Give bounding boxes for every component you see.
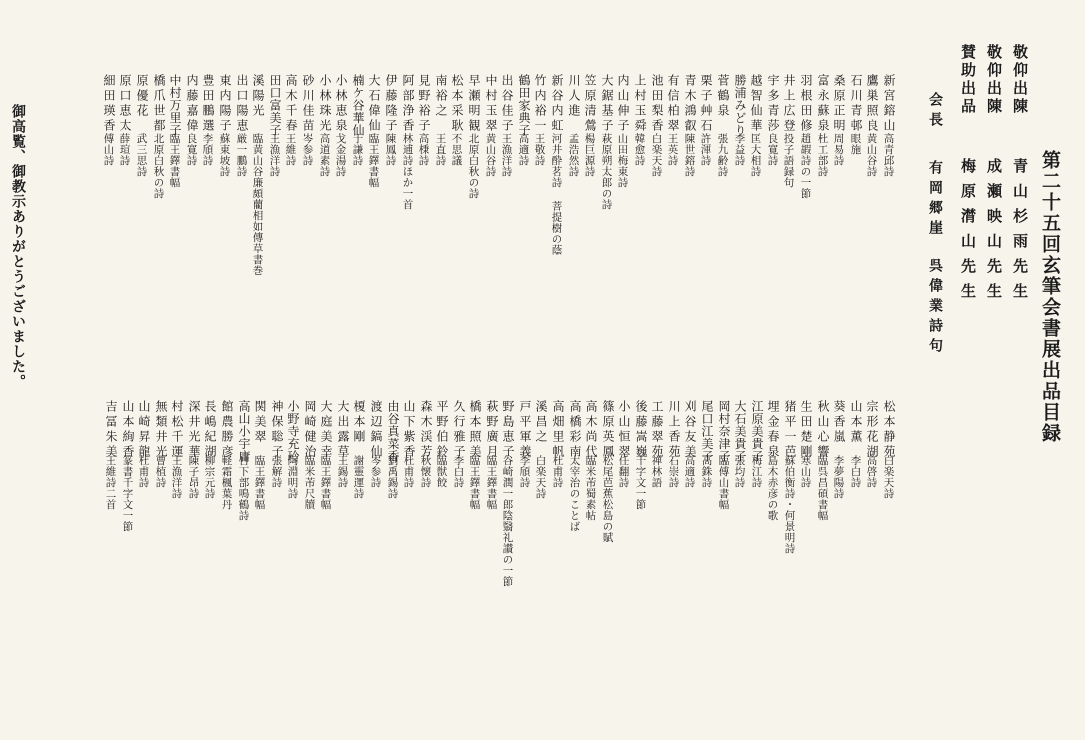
entry-work: 王漁洋詩 bbox=[170, 455, 183, 499]
entry-work: 高棅詩 bbox=[417, 133, 430, 166]
entry-work: 趙嘏詩の一節 bbox=[799, 133, 812, 199]
entry-work: 任翻詩 bbox=[617, 455, 630, 488]
entry-name: 富永蘇泉 bbox=[816, 74, 830, 134]
chair-work: 呉偉業詩句 bbox=[927, 258, 943, 358]
entry-name: 尾口江美子 bbox=[700, 400, 714, 463]
entry-work: 岑参詩 bbox=[369, 455, 382, 488]
entry-name: 竹内裕一 bbox=[533, 74, 547, 134]
entry-work: 李白詩 bbox=[452, 455, 465, 488]
entry-work: 周易詩 bbox=[832, 133, 845, 166]
entry-work: 臨王鐸書幅 bbox=[253, 455, 266, 510]
entry-name: 久行雅子 bbox=[452, 400, 466, 460]
entry-work: 杜甫詩 bbox=[137, 455, 150, 488]
entry-name: 宇多青莎 bbox=[766, 74, 780, 134]
entry-work: 高適詩 bbox=[683, 455, 696, 488]
entry-name: 埋金春泉 bbox=[766, 400, 780, 460]
entry-work: 萩原朔太郎の詩 bbox=[600, 133, 613, 210]
entry-name: 吉冨朱美 bbox=[104, 400, 118, 460]
special-label: 敬仰出陳 bbox=[985, 44, 1003, 116]
entry-work: 高啓詩 bbox=[865, 455, 878, 488]
entry-name: 大出露草 bbox=[336, 400, 350, 460]
entry-name: 高木千春 bbox=[284, 74, 298, 134]
entry-name: 出口陽恵 bbox=[235, 74, 249, 134]
entry-work: 王英詩 bbox=[666, 133, 679, 166]
entry-name: 工藤翠苑 bbox=[650, 400, 664, 460]
entry-name: 高畑里帆 bbox=[551, 400, 565, 460]
entry-name: 大鋸基子 bbox=[600, 74, 614, 134]
entry-work: 臨傅山書幅 bbox=[717, 455, 730, 510]
entry-name: 砂川佳苗 bbox=[301, 74, 315, 134]
entry-name: 池田梨香 bbox=[650, 74, 664, 134]
entry-work: 王漁洋詩 bbox=[268, 133, 281, 177]
entry-name: 新谷内虹 bbox=[550, 74, 564, 134]
entry-work: 篆書千字文一節 bbox=[121, 455, 134, 532]
entry-work: 北原白秋の詩 bbox=[152, 133, 165, 199]
entry-name: 楠ケ谷華仙 bbox=[351, 74, 365, 137]
entry-name: 篠原英鳳 bbox=[601, 400, 615, 460]
entry-work: 臨黄山谷廉頗藺相如傳草書巻 bbox=[251, 133, 264, 276]
special-name: 成瀬映山先生 bbox=[985, 158, 1003, 308]
entry-work: 王漁洋詩 bbox=[500, 133, 513, 177]
entry-work: 北原白秋の詩 bbox=[467, 133, 480, 199]
entry-work: 臨獣餃 bbox=[435, 455, 448, 488]
entry-name: 田口富美子 bbox=[268, 74, 282, 137]
entry-work: 李頎詩 bbox=[201, 133, 214, 166]
entry-work: 太宰治のことば bbox=[568, 455, 581, 532]
entry-name: 岡村奈津子 bbox=[717, 400, 731, 463]
entry-work: 匡大相詩 bbox=[749, 133, 762, 177]
entry-name: 原優花 bbox=[135, 74, 149, 119]
entry-work: 臨米芾蜀素帖 bbox=[584, 455, 597, 521]
entry-work: 張均詩 bbox=[733, 455, 746, 488]
entry-name: 勝浦みどり bbox=[733, 74, 747, 137]
entry-name: 青木鴻叡 bbox=[683, 74, 697, 134]
special-label: 賛助出品 bbox=[959, 44, 977, 116]
entry-work: 武三思詩 bbox=[135, 133, 148, 177]
entry-work: 陶淵明詩 bbox=[286, 455, 299, 499]
entry-work: 不思議 bbox=[450, 133, 463, 166]
entry-work: 白楽天詩 bbox=[534, 455, 547, 499]
chair-label: 会長 bbox=[927, 92, 943, 132]
entry-work: 傅山詩 bbox=[102, 133, 115, 166]
entry-name: 東内陽子 bbox=[218, 74, 232, 134]
entry-name: 小林珠光 bbox=[318, 74, 332, 134]
entry-name: 鷹巣照良 bbox=[865, 74, 879, 134]
entry-work: 臨王鐸書幅 bbox=[367, 133, 380, 188]
entry-work: 黄山谷詩 bbox=[865, 133, 878, 177]
entry-name: 秋山心響 bbox=[816, 400, 830, 460]
entry-name: 豊田鵬選 bbox=[201, 74, 215, 134]
entry-name: 早瀬明観 bbox=[467, 74, 481, 134]
entry-name: 羽根田修 bbox=[799, 74, 813, 134]
entry-name: 松本采耿 bbox=[450, 74, 464, 134]
entry-name: 橋本照美 bbox=[468, 400, 482, 460]
entry-name: 高山小宇庸 bbox=[237, 400, 251, 463]
entry-name: 山下紫香 bbox=[402, 400, 416, 460]
entry-name: 笠原清鶯 bbox=[583, 74, 597, 134]
entry-work: 王錫詩 bbox=[336, 455, 349, 488]
entry-work: 秋懐詩 bbox=[419, 455, 432, 488]
entry-work: 厳一鵬詩 bbox=[235, 133, 248, 177]
entry-work: 谷崎潤一郎陰翳礼讃の一節 bbox=[501, 455, 514, 587]
entry-name: 細田瑛香 bbox=[102, 74, 116, 134]
entry-name: 由谷真菜香 bbox=[386, 400, 400, 463]
entry-work: 松尾芭蕉松島の賦 bbox=[601, 455, 614, 543]
entry-work: 于謙詩 bbox=[351, 133, 364, 166]
entry-name: 無類井光 bbox=[154, 400, 168, 460]
entry-name: 野島恵子 bbox=[501, 400, 515, 460]
entry-name: 桑原正明 bbox=[832, 74, 846, 134]
entry-work: 薛瑄詩 bbox=[118, 133, 131, 166]
entry-work: 陳世鎔詩 bbox=[683, 133, 696, 177]
entry-name: 森木渓芳 bbox=[419, 400, 433, 460]
entry-name: 山本薫 bbox=[849, 400, 863, 445]
entry-name: 江原美貴子 bbox=[750, 400, 764, 463]
entry-work: 杜甫詩 bbox=[551, 455, 564, 488]
entry-work: 蘇東坡詩 bbox=[218, 133, 231, 177]
entry-name: 石川青邨 bbox=[849, 74, 863, 134]
entry-work: 楊巨源詩 bbox=[583, 133, 596, 177]
entry-work: 林逋詩ほか一首 bbox=[401, 133, 414, 210]
entry-work: 千字文一節 bbox=[634, 455, 647, 510]
entry-work: 梅江詩 bbox=[750, 455, 763, 488]
entry-name: 溪陽光 bbox=[251, 74, 265, 119]
entry-work: 陳子昂詩 bbox=[187, 455, 200, 499]
entry-name: 原口恵太 bbox=[118, 74, 132, 134]
entry-work: 許渾詩 bbox=[699, 133, 712, 166]
entry-work: 眼施 bbox=[849, 133, 862, 155]
entry-name: 長嶋紀湖 bbox=[203, 400, 217, 460]
entry-name: 関美翠 bbox=[253, 400, 267, 445]
entry-work: 臨王鐸書幅 bbox=[468, 455, 481, 510]
entry-name: 萩野廣月 bbox=[485, 400, 499, 460]
entry-work: 韓愈詩 bbox=[633, 133, 646, 166]
entry-work: 高道素詩 bbox=[318, 133, 331, 177]
entry-name: 南裕之 bbox=[434, 74, 448, 119]
entry-name: 阿部浄香 bbox=[401, 74, 415, 134]
entry-work: 臨米芾尺牘 bbox=[303, 455, 316, 510]
entry-work: 杜甫詩 bbox=[402, 455, 415, 488]
entry-name: 見野裕子 bbox=[417, 74, 431, 134]
entry-name: 井上広登 bbox=[782, 74, 796, 134]
entry-work: 日下部鳴鶴詩 bbox=[237, 455, 250, 521]
entry-name: 伊藤隆子 bbox=[384, 74, 398, 134]
entry-name: 中村万里子 bbox=[168, 74, 182, 137]
entry-work: 柳宗元詩 bbox=[203, 455, 216, 499]
entry-name: 山崎昇龍 bbox=[137, 400, 151, 460]
entry-work: 李白詩 bbox=[849, 455, 862, 488]
entry-work: 河井酔茗詩 菩提樹の蔭 bbox=[550, 133, 563, 256]
catalog-title: 第二十五回玄筆会書展出品目録 bbox=[1039, 150, 1061, 444]
entry-name: 小山恒翠 bbox=[617, 400, 631, 460]
entry-name: 山本絢香 bbox=[121, 400, 135, 460]
entry-name: 大石偉仙 bbox=[367, 74, 381, 134]
entry-name: 大石美貴子 bbox=[733, 400, 747, 463]
entry-work: 李益詩 bbox=[733, 133, 746, 166]
special-name: 梅原潸山先生 bbox=[959, 158, 977, 308]
entry-name: 館農勝彦 bbox=[220, 400, 234, 460]
entry-work: 戈金湯詩 bbox=[334, 133, 347, 177]
entry-work: 臨王鐸書幅 bbox=[168, 133, 181, 188]
entry-work: 黄山谷詩 bbox=[484, 133, 497, 177]
entry-work: 張九齢詩 bbox=[716, 133, 729, 177]
entry-work: 島木赤彦の歌 bbox=[766, 455, 779, 521]
entry-work: 王維詩 bbox=[284, 133, 297, 166]
entry-name: 刈谷友美 bbox=[683, 400, 697, 460]
entry-work: 岑参詩 bbox=[301, 133, 314, 166]
entry-name: 高木尚代 bbox=[584, 400, 598, 460]
entry-name: 出谷佳子 bbox=[500, 74, 514, 134]
entry-name: 松本静苑 bbox=[882, 400, 896, 460]
entry-name: 新宮鎔山 bbox=[882, 74, 896, 134]
entry-name: 上村玉舜 bbox=[633, 74, 647, 134]
closing-message: 御高覧、御教示ありがとうございました。 bbox=[10, 104, 26, 389]
entry-work: 王維詩二首 bbox=[104, 455, 117, 510]
entry-work: 軽霜楓葉丹 bbox=[220, 455, 233, 510]
entry-name: 生田楚剛 bbox=[799, 400, 813, 460]
entry-work: 臨王鐸書幅 bbox=[485, 455, 498, 510]
entry-name: 内藤嘉偉 bbox=[185, 74, 199, 134]
entry-work: 高銖詩 bbox=[700, 455, 713, 488]
entry-name: 川上香苑 bbox=[667, 400, 681, 460]
entry-work: 劉禹錫詩 bbox=[386, 455, 399, 499]
entry-work: 白楽天詩 bbox=[650, 133, 663, 177]
entry-name: 葵香嵐 bbox=[832, 400, 846, 445]
entry-name: 高橋彩南 bbox=[568, 400, 582, 460]
entry-name: 大庭美幸 bbox=[319, 400, 333, 460]
entry-work: 孟浩然詩 bbox=[567, 133, 580, 177]
entry-name: 栗子艸石 bbox=[699, 74, 713, 134]
entry-work: 良寛詩 bbox=[185, 133, 198, 166]
entry-name: 菅鶴泉 bbox=[716, 74, 730, 119]
entry-name: 猪平一芭 bbox=[783, 400, 797, 460]
entry-work: 禅林語 bbox=[650, 455, 663, 488]
entry-name: 橋爪世都 bbox=[152, 74, 166, 134]
entry-work: 臨呉昌碩書幅 bbox=[816, 455, 829, 521]
entry-work: 高適詩 bbox=[517, 133, 530, 166]
entry-name: 内山伸子 bbox=[616, 74, 630, 134]
entry-work: 石崇詩 bbox=[667, 455, 680, 488]
entry-work: 蘇伯衡詩・何景明詩 bbox=[783, 455, 796, 554]
chair-name: 有岡郷崖 bbox=[927, 160, 943, 240]
entry-name: 宗形花湖 bbox=[865, 400, 879, 460]
entry-name: 村松千運 bbox=[170, 400, 184, 460]
entry-name: 鶴田家典子 bbox=[517, 74, 531, 137]
entry-name: 中村玉翠 bbox=[484, 74, 498, 134]
entry-work: 寒山詩 bbox=[799, 455, 812, 488]
entry-name: 有信柏翠 bbox=[666, 74, 680, 134]
entry-work: 張解詩 bbox=[270, 455, 283, 488]
special-label: 敬仰出陳 bbox=[1011, 44, 1029, 116]
entry-name: 小林恵泉 bbox=[334, 74, 348, 134]
entry-work: 高青邱詩 bbox=[882, 133, 895, 177]
entry-work: 李夢陽詩 bbox=[832, 455, 845, 499]
entry-work: 陳鳳詩 bbox=[384, 133, 397, 166]
entry-work: 良寛詩 bbox=[766, 133, 779, 166]
entry-work: 白楽天詩 bbox=[882, 455, 895, 499]
entry-name: 戸平軍義 bbox=[518, 400, 532, 460]
entry-name: 神保聡子 bbox=[270, 400, 284, 460]
entry-name: 榎本剛 bbox=[352, 400, 366, 445]
entry-name: 後藤嵩巍 bbox=[634, 400, 648, 460]
entry-work: 臨王鐸書幅 bbox=[319, 455, 332, 510]
entry-name: 渡辺鎬仙 bbox=[369, 400, 383, 460]
entry-work: 投子語録句 bbox=[782, 133, 795, 188]
entry-work: 王敬詩 bbox=[533, 133, 546, 166]
entry-name: 深井光華 bbox=[187, 400, 201, 460]
entry-work: 王直詩 bbox=[434, 133, 447, 166]
entry-work: 曹植詩 bbox=[154, 455, 167, 488]
entry-name: 小野寺充玲 bbox=[286, 400, 300, 463]
entry-name: 溪昌之 bbox=[534, 400, 548, 445]
entry-work: 山田梅東詩 bbox=[616, 133, 629, 188]
entry-name: 岡崎健治 bbox=[303, 400, 317, 460]
entry-name: 川人進 bbox=[567, 74, 581, 119]
entry-name: 平野伯鈴 bbox=[435, 400, 449, 460]
entry-work: 杜工部詩 bbox=[816, 133, 829, 177]
special-name: 青山杉雨先生 bbox=[1011, 158, 1029, 308]
entry-name: 越智仙華 bbox=[749, 74, 763, 134]
entry-work: 李頎詩 bbox=[518, 455, 531, 488]
entry-work: 謝靈運詩 bbox=[352, 455, 365, 499]
